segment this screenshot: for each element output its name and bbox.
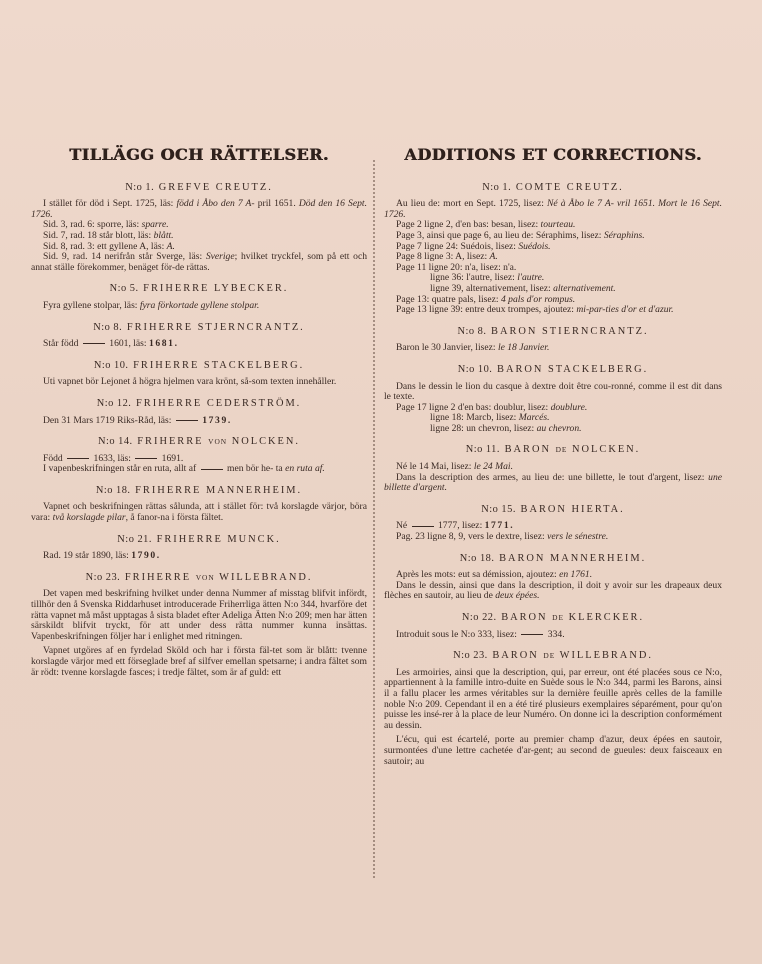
entry-text: Après les mots: eut sa démission, ajoutez: en 1761. [396,569,593,581]
entry-text: I vapenbeskrifningen står en ruta, allt af men bör he- ta en ruta af. [43,463,325,475]
entry-text: Page 8 ligne 3: A, lisez: A. [396,251,498,263]
entry-text: Né 1777, lisez: 1771. [396,520,515,532]
entry-text: I stället för död i Sept. 1725, läs: född i Åbo den 7 A- pril 1651. Död den 16 Sept. 1726. [31,198,367,220]
entry-text: Sid. 7, rad. 18 står blott, läs: blått. [43,229,174,241]
entry-heading: N:o 11. BARON DE NOLCKEN. [465,444,641,456]
entry-text: Page 13: quatre pals, lisez: 4 pals d'or rompus. [396,293,576,305]
entry-text: Dans le dessin le lion du casque à dextre doit être cou-ronné, comme il est dit dans le texte. [384,380,722,403]
entry-text: Den 31 Mars 1719 Riks-Råd, läs: 1739. [43,414,232,426]
entry-text: ligne 36: l'autre, lisez: l'autre. [430,272,545,284]
entry-text: Page 7 ligne 24: Suédois, lisez: Suédois. [396,240,551,252]
entry-comte-creutz [384,183,722,316]
entry-friherre-stackelberg [31,361,367,388]
entry-friherre-munck [31,535,367,562]
swedish-title: TILLÄGG OCH RÄTTELSER. [69,145,329,164]
entry-text: Page 2 ligne 2, d'en bas: besan, lisez: tourteau. [396,219,576,231]
entry-text: Sid. 3, rad. 6: sporre, läs: sparre. [43,219,169,231]
entry-heading: N:o 22. BARON DE KLERCKER. [461,612,645,623]
entry-text: L'écu, qui est écartelé, porte au premier champ d'azur, deux épées en sautoir, surmontées d'une lettre cachetée d'ar-gent; au second de gueules: deux faisceaux en sautoir; au [384,734,722,767]
entry-text: Uti vapnet bör Lejonet å högra hjelmen vara krönt, så-som texten innehåller. [43,376,337,388]
entry-number: N:o 1. [125,181,155,193]
entry-text: Dans la description des armes, au lieu de: une billette, le tout d'argent, lisez: une billette d'argent. [384,471,722,494]
entry-text: Rad. 19 står 1890, läs: 1790. [43,550,161,562]
entry-friherre-lybecker [31,284,367,311]
entry-friherre-mannerheim [31,486,367,524]
entry-heading: N:o 23. BARON DE WILLEBRAND. [453,650,653,662]
entry-text: Né le 14 Mai, lisez: le 24 Mai. [396,461,513,473]
entry-text: ligne 39, alternativement, lisez: alternativement. [430,282,616,294]
entry-heading: N:o 10. BARON STACKELBERG. [457,363,649,375]
entry-text: Les armoiries, ainsi que la description, qui, par erreur, ont été placées sous ce N:o, appartiennent à la famille intro-duite en Suède sous le N:o 344, parmi les Barons, ainsi il a fallu placer les armes véritables sur la dernière feuille après celles de la famille noble N:o 209. Cependant il en a été tiré plusieurs exemplaires séparément, pour qu'on puisse les insé-rer à la place de leur Numéro. On donne ici la description conformément au dessin. [384,666,722,731]
entry-heading: N:o 12. FRIHERRE CEDERSTRÖM. [96,397,302,409]
entry-text: Au lieu de: mort en Sept. 1725, lisez: Né à Åbo le 7 A- vril 1651. Mort le 16 Sept. 1726. [384,198,722,220]
entry-text: Vapnet och beskrifningen rättas sålunda, att i stället för: två korslagde värjor, böra vara: två korslagde pilar, å fanor-na i första fältet. [31,501,367,524]
entry-text: Sid. 9, rad. 14 nerifrån står Sverge, läs: Sverige; hvilket tryckfel, som på ett och annat ställe förekommer, benäget för-de rättas. [31,251,367,273]
entry-baron-stackelberg [384,365,722,435]
entry-text: Pag. 23 ligne 8, 9, vers le dextre, lisez: vers le sénestre. [396,531,609,543]
entry-friherre-stjerncrantz [31,323,367,350]
entry-baron-de-willebrand [384,651,722,767]
entry-heading: N:o 14. FRIHERRE VON NOLCKEN. [97,436,300,448]
entry-text: ligne 18: Marcb, lisez: Marcés. [430,412,550,424]
entry-text: Page 11 ligne 20: n'a, lisez: n'a. [396,261,517,273]
entry-text: Introduit sous le N:o 333, lisez: 334. [396,628,565,640]
entry-heading: N:o 5. FRIHERRE LYBECKER. [109,283,289,295]
entry-heading: N:o 23. FRIHERRE VON WILLEBRAND. [85,571,313,583]
entry-heading: N:o 10. FRIHERRE STACKELBERG. [93,359,305,371]
entry-text: Baron le 30 Janvier, lisez: le 18 Janvier. [396,342,550,354]
entry-baron-stierncrantz [384,327,722,354]
entry-heading: N:o 18. FRIHERRE MANNERHEIM. [95,484,303,496]
entry-text: Page 13 ligne 39: entre deux trompes, ajoutez: mi-par-ties d'or et d'azur. [396,304,674,316]
entry-text: Det vapen med beskrifning hvilket under denna Nummer af misstag blifvit infördt, tillhör den å Svenska Riddarhuset introducerade Friherrliga ätten N:o 344, hvarföre det rätta vapnet må måst upptagas å sista bladet efter Adeliga Ätten N:o 209; men har ätten särskildt blifvit tryckt, för att under dess rätta nummer kunna insättas. Vapenbeskrifningen följer har i enlighet med ritningen. [31,588,367,642]
entry-heading: N:o 8. FRIHERRE STJERNCRANTZ. [93,321,305,333]
entry-heading: N:o 1. COMTE CREUTZ. [482,181,624,193]
swedish-column [31,145,367,689]
entry-text: Sid. 8, rad. 3: ett gyllene A, läs: A. [43,240,175,252]
entry-heading: N:o 8. BARON STIERNCRANTZ. [457,325,649,337]
entry-baron-hierta [384,505,722,543]
entry-text: Dans le dessin, ainsi que dans la description, il doit y avoir sur les drapeaux deux flèches en sautoir, au lieu de deux épées. [384,579,722,602]
entry-baron-mannerheim [384,554,722,602]
french-title: ADDITIONS ET CORRECTIONS. [404,145,702,164]
entry-text: Fyra gyllene stolpar, läs: fyra förkortade gyllene stolpar. [43,299,260,311]
entry-friherre-von-nolcken [31,437,367,475]
entry-name: GREFVE CREUTZ. [158,181,273,193]
entry-text: Page 3, ainsi que page 6, au lieu de: Séraphims, lisez: Séraphins. [396,229,645,241]
column-divider [371,160,377,880]
entry-text: ligne 28: un chevron, lisez: au chevron. [430,422,582,434]
entry-heading: N:o 15. BARON HIERTA. [481,503,625,515]
entry-friherre-von-willebrand [31,573,367,678]
entry-grefve-creutz [31,183,367,274]
entry-text: Född 1633, läs: 1691. [43,452,184,464]
entry-baron-de-nolcken [384,445,722,493]
entry-text: Står född 1601, läs: 1681. [43,338,179,350]
entry-text: Page 17 ligne 2 d'en bas: doublur, lisez: doublure. [396,401,588,413]
entry-friherre-cederstrom [31,399,367,426]
entry-heading: N:o 18. BARON MANNERHEIM. [459,552,647,564]
entry-heading [31,183,367,194]
entry-text: Vapnet utgöres af en fyrdelad Sköld och har i första fäl-tet som är blått: tvenne korslagde värjor med ett förseglade bref af silfver emellan spetsarne; i andra fältet som är rödt: tvenne korslagde fasces; i tredje fältet, som är af guld: ett [31,645,367,678]
entry-baron-de-klercker [384,613,722,640]
entry-heading: N:o 21. FRIHERRE MUNCK. [117,533,281,545]
french-column [384,145,722,778]
